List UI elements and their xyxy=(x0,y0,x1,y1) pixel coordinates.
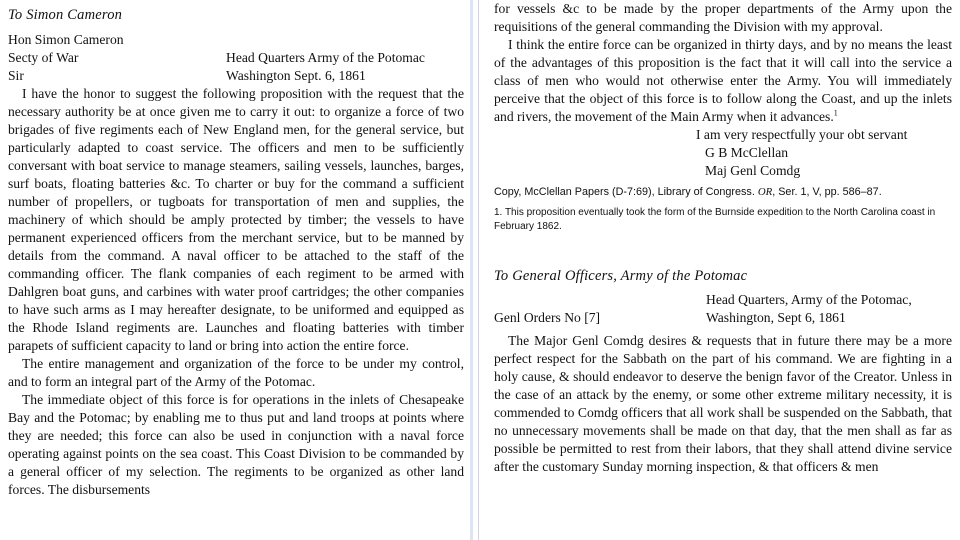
footnote: 1. This proposition eventually took the form of the Burnside expedition to the North Carolina coast in February 1862. xyxy=(494,207,936,232)
letter-header-line-2 xyxy=(8,49,464,67)
order-header-line-2 xyxy=(494,309,952,327)
letter-continuation: for vessels &c to be made by the proper departments of the Army upon the requisitions of the general commanding the Division with my approval. xyxy=(494,1,952,34)
signature-rank: Maj Genl Comdg xyxy=(705,163,801,178)
letter-date: Washington Sept. 6, 1861 xyxy=(226,68,366,83)
addressee-name: Hon Simon Cameron xyxy=(8,32,124,47)
letter-header-line-1 xyxy=(8,31,464,49)
right-page xyxy=(494,0,952,540)
letter-paragraph-1: I have the honor to suggest the following proposition with the request that the necessary authority be at once given me to carry it out: to organize a force of two brigades of five regiments each of New England men, for the general service, but particularly adapted to coast service. The officers and men to be sufficiently conversant with boat service to manage steamers, sailing vessels, launches, barges, surf boats, floating batteries &c. To charter or buy for the command a sufficient number of propellers, or tugboats for transportation of men and supplies, the machinery of which should be amply protected by timber; the vessels to have permanent experienced officers from the merchant service, but to be manned by details from the command. A naval officer to be attached to the staff of the commanding officer. The flank companies of each regiment to be armed with Dahlgren boat guns, and carbines with water proof cartridges; the other companies to have such arms as I may hereafter designate, to be uniformed and equipped as the Rhode Island regiments are. Launches and floating batteries with timber parapets of sufficient capacity to land or bring into action the entire force. xyxy=(8,86,464,353)
order-date: Washington, Sept 6, 1861 xyxy=(706,310,846,325)
letter-place: Head Quarters Army of the Potomac xyxy=(226,50,425,65)
closing-line: I am very respectfully your obt servant xyxy=(696,127,908,142)
order-place: Head Quarters, Army of the Potomac, xyxy=(706,292,912,307)
salutation: Sir xyxy=(8,68,24,83)
left-page xyxy=(8,0,464,540)
letter-paragraph-4 xyxy=(494,36,952,126)
letter-paragraph-2: The entire management and organization of the force to be under my control, and to form an integral part of the Army of the Potomac. xyxy=(8,356,464,389)
letter-paragraph-3: The immediate object of this force is for operations in the inlets of Chesapeake Bay and the Potomac; by enabling me to thus put and land troops at points where they are needed; this force can also be used in conjunction with a naval force operating against points on the sea coast. This Coast Division to be commanded by a general officer of my selection. The regiments to be organized as other land forces. The disbursements xyxy=(8,392,464,497)
footnote-marker: 1 xyxy=(833,108,838,118)
signature-name: G B McClellan xyxy=(705,145,789,160)
source-text: Copy, McClellan Papers (D-7:69), Library of Congress. xyxy=(494,186,758,198)
order-paragraph: The Major Genl Comdg desires & requests that in future there may be a more perfect respect for the Sabbath on the part of his command. We are fighting in a holy cause, & should endeavor to deserve the benign favor of the Creator. Unless in the case of an attack by the enemy, or some other extreme military necessity, it is commended to Comdg officers that all work shall be suspended on the Sabbath, that no unnecessary movements shall be made on that day, that the men shall as far as possible be permitted to rest from their labors, that they shall attend divine service after the customary Sunday morning inspection, & that officers & men xyxy=(494,333,952,474)
order-title: To General Officers, Army of the Potomac xyxy=(494,268,748,284)
order-number: Genl Orders No [7] xyxy=(494,310,601,325)
page-divider xyxy=(478,0,479,540)
page-gutter xyxy=(470,0,473,540)
source-italic: OR xyxy=(757,186,773,198)
letter-header-line-3 xyxy=(8,67,464,85)
paragraph-text: I think the entire force can be organized in thirty days, and by no means the least of the advantages of this proposition is the fact that it will call into the service a class of men who would not otherwise enter the Army. You will immediately perceive that the object of this force is to follow along the Coast, and up the inlets and rivers, the movement of the Main Army when it advances. xyxy=(494,37,952,124)
addressee-title: Secty of War xyxy=(8,50,79,65)
source-note xyxy=(494,185,952,200)
letter-title: To Simon Cameron xyxy=(8,7,123,23)
section-spacer xyxy=(494,233,952,267)
order-header-line-1 xyxy=(494,291,952,309)
source-citation: , Ser. 1, V, pp. 586–87. xyxy=(772,186,882,198)
